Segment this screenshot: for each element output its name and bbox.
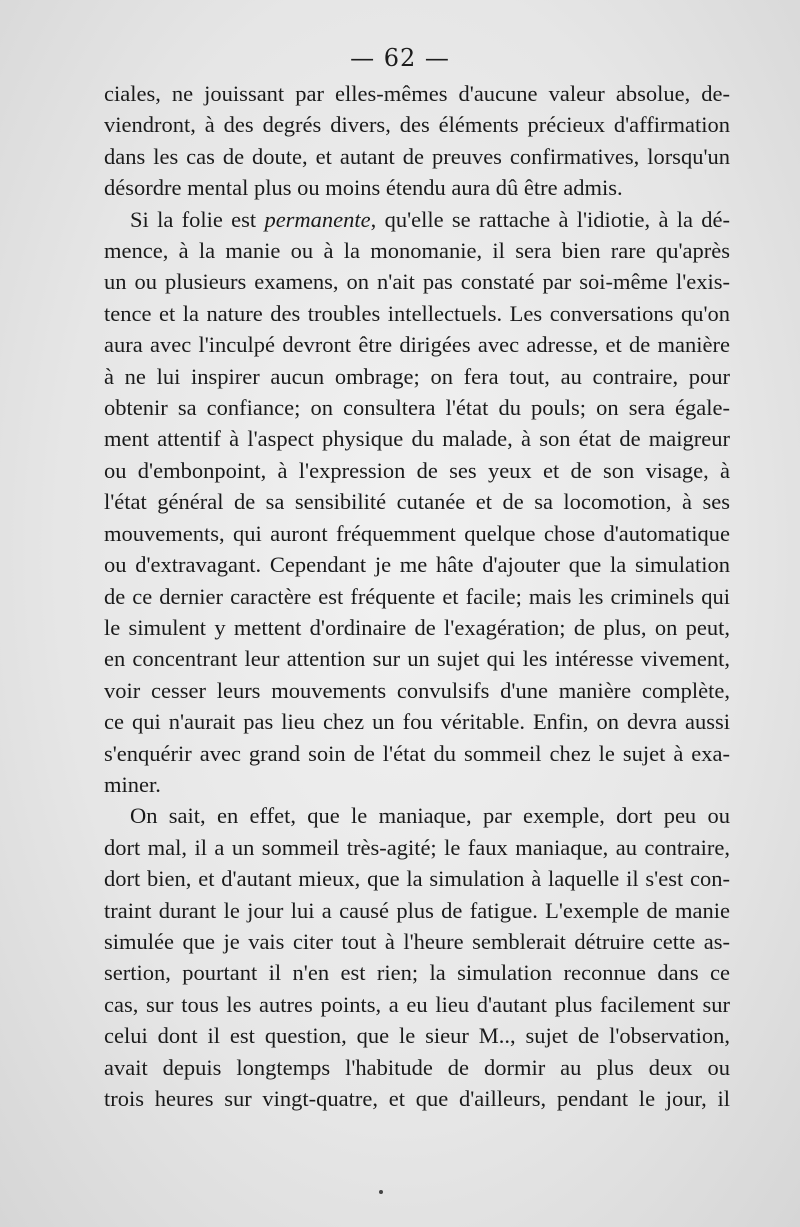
text-line: celui dont il est question, que le sieur M.., sujet de l'observation, — [104, 1023, 730, 1049]
text-line: ciales, ne jouissant par elles-mêmes d'aucune valeur absolue, de- — [104, 81, 730, 106]
text-line: l'état général de sa sensibilité cutanée et de sa locomotion, à ses — [104, 489, 730, 515]
text-line: On sait, en effet, que le maniaque, par exemple, dort peu ou — [130, 803, 730, 829]
text-line: un ou plusieurs examens, on n'ait pas constaté par soi-même l'exis- — [104, 269, 730, 295]
emphasis: permanente — [264, 206, 371, 232]
text-line: aura avec l'inculpé devront être dirigées avec adresse, et de manière — [104, 332, 730, 358]
text-line: mence, à la manie ou à la monomanie, il sera bien rare qu'après — [104, 238, 730, 264]
text-line: voir cesser leurs mouvements convulsifs d'une manière complète, — [104, 677, 730, 703]
text-line: désordre mental plus ou moins étendu aura dû être admis. — [104, 175, 623, 201]
text-line: avait depuis longtemps l'habitude de dormir au plus deux ou — [104, 1054, 730, 1080]
text-line: traint durant le jour lui a causé plus de fatigue. L'exemple de manie — [104, 897, 730, 923]
text-line: viendront, à des degrés divers, des éléments précieux d'affirmation — [104, 112, 730, 138]
text-line: à ne lui inspirer aucun ombrage; on fera tout, au contraire, pour — [104, 363, 730, 389]
text-line: ce qui n'aurait pas lieu chez un fou véritable. Enfin, on devra aussi — [104, 709, 730, 735]
body-text — [104, 78, 730, 1114]
text-line: de ce dernier caractère est fréquente et facile; mais les criminels qui — [104, 583, 730, 609]
text-line: cas, sur tous les autres points, a eu lieu d'autant plus facilement sur — [104, 991, 730, 1017]
text-line: dort mal, il a un sommeil très-agité; le faux maniaque, au contraire, — [104, 834, 730, 860]
text-line: en concentrant leur attention sur un sujet qui les intéresse vivement, — [104, 646, 730, 672]
page-number: — 62 — — [350, 44, 450, 72]
text-line: dort bien, et d'autant mieux, que la simulation à laquelle il s'est con- — [104, 866, 730, 892]
text-line: tence et la nature des troubles intellectuels. Les conversations qu'on — [104, 300, 730, 326]
text-line: miner. — [104, 771, 161, 797]
text-line: obtenir sa confiance; on consultera l'état du pouls; on sera égale- — [104, 395, 730, 421]
text-line: mouvements, qui auront fréquemment quelque chose d'automatique — [104, 520, 730, 546]
text-line: simulée que je vais citer tout à l'heure semblerait détruire cette as- — [104, 928, 730, 954]
text-line: trois heures sur vingt-quatre, et que d'ailleurs, pendant le jour, il — [104, 1086, 730, 1111]
text-line: ou d'extravagant. Cependant je me hâte d'ajouter que la simulation — [104, 552, 730, 578]
text-line: dans les cas de doute, et autant de preuves confirmatives, lorsqu'un — [104, 143, 730, 169]
text-line: sertion, pourtant il n'en est rien; la simulation reconnue dans ce — [104, 960, 730, 986]
text-line: s'enquérir avec grand soin de l'état du sommeil chez le sujet à exa- — [104, 740, 730, 766]
text-line: ou d'embonpoint, à l'expression de ses yeux et de son visage, à — [104, 457, 730, 483]
ink-speck — [379, 1190, 383, 1194]
text-line: ment attentif à l'aspect physique du malade, à son état de maigreur — [104, 426, 730, 452]
text-line: le simulent y mettent d'ordinaire de l'exagération; de plus, on peut, — [104, 614, 730, 640]
text-line: Si la folie est permanente, qu'elle se rattache à l'idiotie, à la dé- — [130, 206, 731, 232]
